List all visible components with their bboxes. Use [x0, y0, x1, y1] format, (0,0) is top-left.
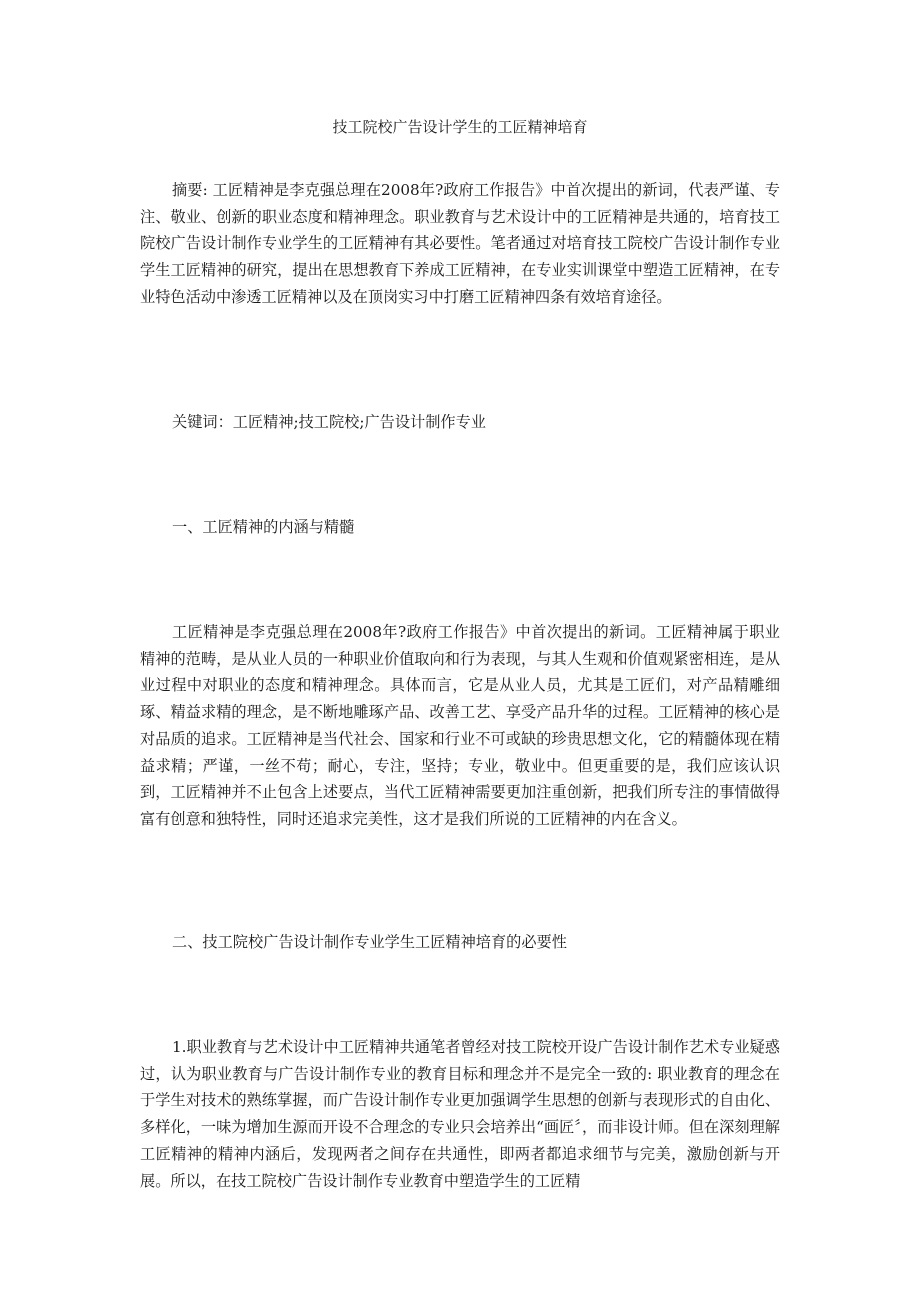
abstract-paragraph: 摘要: 工匠精神是李克强总理在2008年?政府工作报告》中首次提出的新词，代表严谨、专注、敬业、创新的职业态度和精神理念。职业教育与艺术设计中的工匠精神是共通的，培育技工院校广告设计制作专业学生的工匠精神有其必要性。笔者通过对培育技工院校广告设计制作专业学生工匠精神的研究，提出在思想教育下养成工匠精神，在专业实训课堂中塑造工匠精神，在专业特色活动中渗透工匠精神以及在顶岗实习中打磨工匠精神四条有效培育途径。 [140, 181, 780, 306]
document-title: 技工院校广告设计学生的工匠精神培育 [332, 118, 588, 136]
keywords-line: 关键词：工匠精神;技工院校;广告设计制作专业 [172, 413, 486, 431]
section-heading-1: 一、工匠精神的内涵与精髓 [172, 518, 355, 536]
section-2-body: 1.职业教育与艺术设计中工匠精神共通笔者曾经对技工院校开设广告设计制作艺术专业疑惑过，认为职业教育与广告设计制作专业的教育目标和理念并不是完全一致的: 职业教育的理念在于学生对技术的熟练掌握，而广告设计制作专业更加强调学生思想的创新与表现形式的自由化、多样化，一味为增加生源而开设不合理念的专业只会培养出“画匠〞，而非设计师。但在深刻理解工匠精神的精神内涵后，发现两者之间存在共通性，即两者都追求细节与完美，激励创新与开展。所以，在技工院校广告设计制作专业教育中塑造学生的工匠精 [140, 1038, 780, 1190]
section-heading-2: 二、技工院校广告设计制作专业学生工匠精神培育的必要性 [172, 933, 567, 951]
section-1-body: 工匠精神是李克强总理在2008年?政府工作报告》中首次提出的新词。工匠精神属于职业精神的范畴，是从业人员的一种职业价值取向和行为表现，与其人生观和价值观紧密相连，是从业过程中对职业的态度和精神理念。具体而言，它是从业人员，尤其是工匠们，对产品精雕细琢、精益求精的理念，是不断地雕琢产品、改善工艺、享受产品升华的过程。工匠精神的核心是对品质的追求。工匠精神是当代社会、国家和行业不可或缺的珍贵思想文化，它的精髓体现在精益求精；严谨，一丝不苟；耐心，专注，坚持；专业，敬业中。但更重要的是，我们应该认识到，工匠精神并不止包含上述要点，当代工匠精神需要更加注重创新，把我们所专注的事情做得富有创意和独特性，同时还追求完美性，这才是我们所说的工匠精神的内在含义。 [140, 623, 780, 828]
